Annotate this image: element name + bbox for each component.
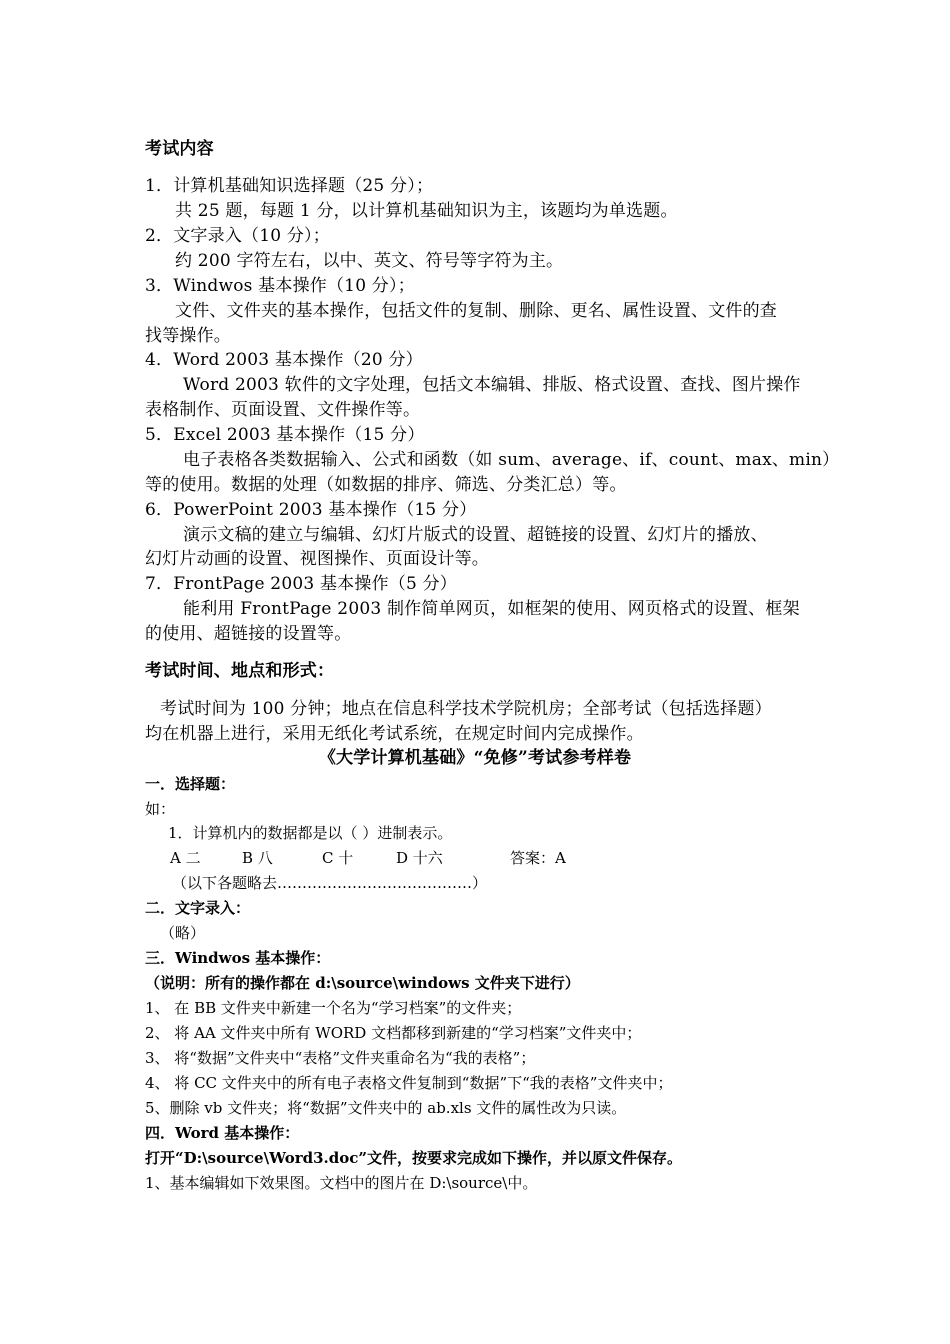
item-3-description-line2: 找等操作。	[145, 326, 231, 346]
item-7-heading: 7．FrontPage 2003 基本操作（5 分）	[145, 574, 457, 594]
item-3-description-line1: 文件、文件夹的基本操作，包括文件的复制、删除、更名、属性设置、文件的查	[175, 301, 777, 321]
part3-title: 三．Windwos 基本操作：	[145, 949, 331, 967]
omitted-note: （以下各题略去…………………………………）	[172, 874, 488, 892]
item-4-description-line2: 表格制作、页面设置、文件操作等。	[145, 400, 421, 420]
section-title-exam-content: 考试内容	[145, 139, 214, 159]
item-1-description: 共 25 题，每题 1 分，以计算机基础知识为主，该题均为单选题。	[175, 201, 678, 221]
exam-time-paragraph-line1: 考试时间为 100 分钟；地点在信息科学技术学院机房；全部考试（包括选择题）	[160, 699, 772, 719]
item-4-heading: 4．Word 2003 基本操作（20 分）	[145, 350, 423, 370]
part1-title: 一．选择题：	[145, 775, 236, 793]
answer-label: 答案：A	[510, 849, 566, 867]
item-4-description-line1: Word 2003 软件的文字处理，包括文本编辑、排版、格式设置、查找、图片操作	[183, 375, 801, 395]
windows-step-2: 2、 将 AA 文件夹中所有 WORD 文档都移到新建的“学习档案”文件夹中；	[145, 1024, 642, 1042]
part2-note: （略）	[160, 924, 206, 942]
windows-step-1: 1、 在 BB 文件夹中新建一个名为“学习档案”的文件夹；	[145, 999, 522, 1017]
item-3-heading: 3．Windwos 基本操作（10 分）；	[145, 276, 415, 296]
sample-paper-title: 《大学计算机基础》“免修”考试参考样卷	[318, 748, 632, 768]
option-b: B 八	[242, 849, 273, 867]
item-6-description-line2: 幻灯片动画的设置、视图操作、页面设计等。	[145, 549, 489, 569]
windows-step-3: 3、 将“数据”文件夹中“表格”文件夹重命名为“我的表格”；	[145, 1049, 536, 1067]
part4-instruction: 打开“D:\source\Word3.doc”文件，按要求完成如下操作，并以原文件保存。	[145, 1149, 682, 1167]
windows-step-5: 5、删除 vb 文件夹；将“数据”文件夹中的 ab.xls 文件的属性改为只读。	[145, 1099, 627, 1117]
windows-step-4: 4、 将 CC 文件夹中的所有电子表格文件复制到“数据”下“我的表格”文件夹中；	[145, 1074, 673, 1092]
part2-title: 二．文字录入：	[145, 899, 251, 917]
item-2-description: 约 200 字符左右，以中、英文、符号等字符为主。	[175, 251, 564, 271]
item-2-heading: 2．文字录入（10 分）；	[145, 226, 330, 246]
item-5-description-line1: 电子表格各类数据输入、公式和函数（如 sum、average、if、count、max、min）	[183, 450, 840, 470]
word-step-1: 1、基本编辑如下效果图。文档中的图片在 D:\source\中。	[145, 1174, 538, 1192]
item-5-description-line2: 等的使用。数据的处理（如数据的排序、筛选、分类汇总）等。	[145, 475, 627, 495]
option-c: C 十	[322, 849, 354, 867]
item-7-description-line1: 能利用 FrontPage 2003 制作简单网页，如框架的使用、网页格式的设置、框架	[183, 599, 800, 619]
item-6-description-line1: 演示文稿的建立与编辑、幻灯片版式的设置、超链接的设置、幻灯片的播放、	[183, 525, 768, 545]
option-a: A 二	[170, 849, 201, 867]
exam-time-paragraph-line2: 均在机器上进行，采用无纸化考试系统，在规定时间内完成操作。	[145, 724, 644, 744]
part4-title: 四．Word 基本操作：	[145, 1124, 300, 1142]
example-label: 如：	[145, 800, 176, 818]
item-7-description-line2: 的使用、超链接的设置等。	[145, 624, 352, 644]
sample-question-1: 1．计算机内的数据都是以（ ）进制表示。	[168, 824, 453, 842]
item-6-heading: 6．PowerPoint 2003 基本操作（15 分）	[145, 500, 477, 520]
item-5-heading: 5．Excel 2003 基本操作（15 分）	[145, 425, 425, 445]
item-1-heading: 1．计算机基础知识选择题（25 分）；	[145, 176, 434, 196]
option-d: D 十六	[396, 849, 443, 867]
part3-note: （说明：所有的操作都在 d:\source\windows 文件夹下进行）	[145, 974, 580, 992]
section-title-exam-time-place: 考试时间、地点和形式：	[145, 661, 335, 681]
